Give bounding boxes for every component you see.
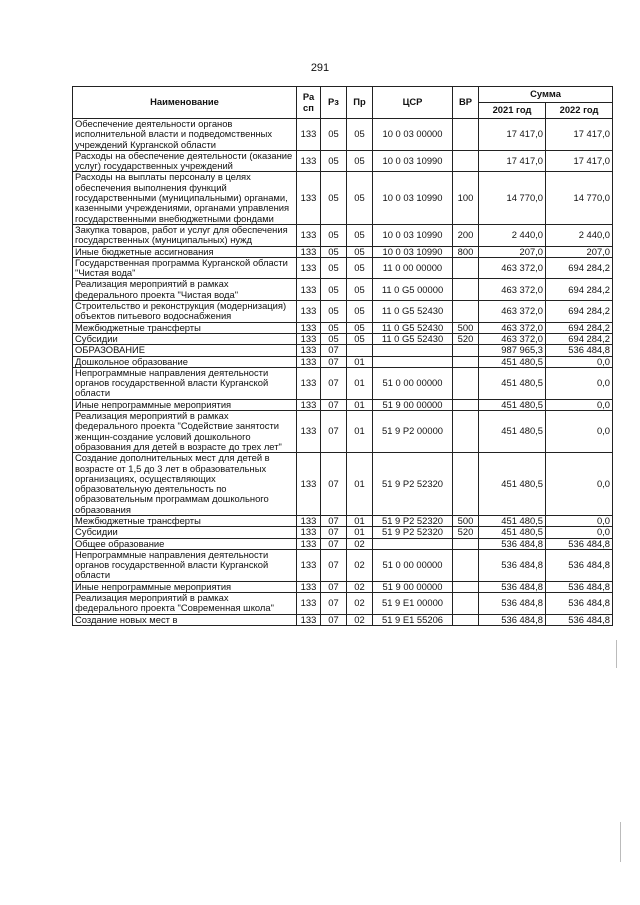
cell-rz: 05 (321, 246, 347, 257)
cell-rasp: 133 (297, 367, 321, 399)
cell-rz: 07 (321, 367, 347, 399)
cell-pr: 01 (347, 367, 373, 399)
cell-rasp: 133 (297, 322, 321, 333)
cell-sum-2021: 17 417,0 (479, 119, 546, 151)
cell-rz: 07 (321, 538, 347, 549)
cell-rz: 07 (321, 581, 347, 592)
scan-artifact (616, 640, 617, 668)
cell-rz: 05 (321, 224, 347, 246)
cell-name: Иные непрограммные мероприятия (73, 581, 297, 592)
cell-name: Иные непрограммные мероприятия (73, 399, 297, 410)
table-row (73, 356, 613, 367)
cell-vr (453, 581, 479, 592)
cell-pr: 05 (347, 150, 373, 172)
cell-rasp: 133 (297, 301, 321, 323)
header-year-2022: 2022 год (546, 103, 613, 119)
table-row (73, 581, 613, 592)
cell-pr: 05 (347, 322, 373, 333)
cell-name: Государственная программа Курганской области "Чистая вода" (73, 257, 297, 279)
cell-rasp: 133 (297, 257, 321, 279)
cell-vr (453, 411, 479, 453)
cell-sum-2021: 451 480,5 (479, 527, 546, 538)
cell-vr (453, 301, 479, 323)
cell-name: Расходы на обеспечение деятельности (оказание услуг) государственных учреждений (73, 150, 297, 172)
cell-pr: 05 (347, 172, 373, 224)
cell-pr: 01 (347, 515, 373, 526)
cell-vr (453, 399, 479, 410)
cell-name: Межбюджетные трансферты (73, 515, 297, 526)
cell-csr: 51 9 E1 00000 (373, 593, 453, 615)
table-row (73, 593, 613, 615)
cell-pr: 01 (347, 411, 373, 453)
cell-rz: 07 (321, 527, 347, 538)
cell-sum-2022: 694 284,2 (546, 301, 613, 323)
cell-vr: 800 (453, 246, 479, 257)
cell-name: Обеспечение деятельности органов исполнительной власти и подведомственных учреждений Курганской области (73, 119, 297, 151)
cell-rasp: 133 (297, 515, 321, 526)
cell-name: Субсидии (73, 527, 297, 538)
cell-rasp: 133 (297, 279, 321, 301)
page-number: 291 (310, 62, 330, 74)
cell-csr: 51 9 P2 00000 (373, 411, 453, 453)
cell-sum-2022: 0,0 (546, 453, 613, 516)
table-row (73, 515, 613, 526)
cell-csr: 51 9 E1 55206 (373, 614, 453, 625)
cell-sum-2022: 536 484,8 (546, 593, 613, 615)
cell-vr (453, 356, 479, 367)
cell-csr: 51 0 00 00000 (373, 367, 453, 399)
cell-csr (373, 345, 453, 356)
cell-rz: 07 (321, 345, 347, 356)
cell-rz: 07 (321, 453, 347, 516)
cell-vr (453, 614, 479, 625)
cell-sum-2021: 463 372,0 (479, 301, 546, 323)
cell-vr: 200 (453, 224, 479, 246)
cell-rasp: 133 (297, 172, 321, 224)
cell-vr (453, 257, 479, 279)
cell-pr: 02 (347, 593, 373, 615)
cell-rz: 05 (321, 150, 347, 172)
cell-name: Реализация мероприятий в рамках федерального проекта "Чистая вода" (73, 279, 297, 301)
cell-name: Реализация мероприятий в рамках федерального проекта "Современная школа" (73, 593, 297, 615)
cell-name: Расходы на выплаты персоналу в целях обеспечения выполнения функций государственными (муниципальными) органами, казенными учреждениями, органами управления государственными внебюджетными фондами (73, 172, 297, 224)
cell-csr (373, 538, 453, 549)
cell-pr: 02 (347, 549, 373, 581)
cell-sum-2021: 17 417,0 (479, 150, 546, 172)
cell-name: Создание дополнительных мест для детей в возрасте от 1,5 до 3 лет в образовательных организациях, осуществляющих образовательную деятельность по образовательным программам дошкольного образования (73, 453, 297, 516)
cell-name: Закупка товаров, работ и услуг для обеспечения государственных (муниципальных) нужд (73, 224, 297, 246)
header-rasp-line2: сп (303, 101, 314, 113)
cell-rasp: 133 (297, 119, 321, 151)
cell-rasp: 133 (297, 399, 321, 410)
cell-rasp: 133 (297, 614, 321, 625)
cell-pr: 05 (347, 279, 373, 301)
cell-csr: 10 0 03 10990 (373, 172, 453, 224)
cell-rasp: 133 (297, 581, 321, 592)
table-body (73, 119, 613, 626)
budget-table (72, 86, 613, 626)
cell-rasp: 133 (297, 333, 321, 344)
cell-rasp: 133 (297, 345, 321, 356)
cell-vr: 520 (453, 333, 479, 344)
table-row (73, 172, 613, 224)
cell-sum-2022: 0,0 (546, 515, 613, 526)
cell-sum-2022: 694 284,2 (546, 322, 613, 333)
cell-rasp: 133 (297, 150, 321, 172)
cell-sum-2021: 451 480,5 (479, 399, 546, 410)
table-row (73, 549, 613, 581)
cell-sum-2022: 0,0 (546, 367, 613, 399)
cell-name: Дошкольное образование (73, 356, 297, 367)
cell-name: Непрограммные направления деятельности органов государственной власти Курганской области (73, 367, 297, 399)
table-row (73, 301, 613, 323)
table-row (73, 333, 613, 344)
cell-sum-2021: 451 480,5 (479, 453, 546, 516)
cell-vr: 520 (453, 527, 479, 538)
cell-sum-2022: 536 484,8 (546, 614, 613, 625)
cell-rz: 05 (321, 322, 347, 333)
cell-rasp: 133 (297, 593, 321, 615)
header-vr: ВР (453, 87, 479, 119)
cell-pr: 05 (347, 257, 373, 279)
table-row (73, 322, 613, 333)
cell-name: Создание новых мест в (73, 614, 297, 625)
cell-csr: 11 0 G5 52430 (373, 333, 453, 344)
cell-vr (453, 538, 479, 549)
table-row (73, 538, 613, 549)
table-row (73, 411, 613, 453)
header-sum: Сумма (479, 87, 613, 103)
cell-csr: 10 0 03 10990 (373, 246, 453, 257)
cell-sum-2021: 536 484,8 (479, 581, 546, 592)
cell-rz: 07 (321, 593, 347, 615)
cell-pr (347, 345, 373, 356)
cell-rasp: 133 (297, 538, 321, 549)
cell-rz: 07 (321, 399, 347, 410)
cell-name: Реализация мероприятий в рамках федерального проекта "Содействие занятости женщин-создание условий дошкольного образования для детей в возрасте до трех лет" (73, 411, 297, 453)
cell-sum-2022: 694 284,2 (546, 257, 613, 279)
cell-rasp: 133 (297, 356, 321, 367)
cell-sum-2021: 463 372,0 (479, 279, 546, 301)
cell-sum-2021: 463 372,0 (479, 333, 546, 344)
header-rasp-line1: Ра (302, 91, 315, 103)
table-row (73, 119, 613, 151)
cell-csr: 11 0 G5 52430 (373, 301, 453, 323)
cell-pr: 05 (347, 246, 373, 257)
cell-pr: 05 (347, 224, 373, 246)
cell-vr (453, 453, 479, 516)
cell-csr: 11 0 G5 00000 (373, 279, 453, 301)
cell-csr: 11 0 G5 52430 (373, 322, 453, 333)
cell-csr: 51 9 00 00000 (373, 399, 453, 410)
cell-sum-2021: 451 480,5 (479, 411, 546, 453)
cell-pr: 02 (347, 538, 373, 549)
cell-pr: 01 (347, 527, 373, 538)
cell-sum-2021: 463 372,0 (479, 322, 546, 333)
scan-artifact (620, 822, 621, 862)
cell-sum-2021: 987 965,3 (479, 345, 546, 356)
cell-rz: 05 (321, 172, 347, 224)
table-row (73, 527, 613, 538)
cell-csr: 51 9 00 00000 (373, 581, 453, 592)
table-row (73, 614, 613, 625)
cell-vr (453, 279, 479, 301)
cell-sum-2022: 0,0 (546, 527, 613, 538)
cell-rz: 07 (321, 411, 347, 453)
cell-rz: 05 (321, 257, 347, 279)
table-row (73, 367, 613, 399)
cell-pr: 01 (347, 453, 373, 516)
header-rasp (297, 87, 321, 119)
cell-sum-2022: 536 484,8 (546, 549, 613, 581)
cell-sum-2022: 694 284,2 (546, 333, 613, 344)
cell-rasp: 133 (297, 549, 321, 581)
cell-pr: 05 (347, 301, 373, 323)
cell-vr (453, 549, 479, 581)
cell-csr (373, 356, 453, 367)
table-row (73, 399, 613, 410)
header-csr: ЦСР (373, 87, 453, 119)
cell-sum-2022: 14 770,0 (546, 172, 613, 224)
cell-vr (453, 593, 479, 615)
cell-rz: 07 (321, 549, 347, 581)
cell-sum-2022: 17 417,0 (546, 119, 613, 151)
cell-rz: 05 (321, 333, 347, 344)
cell-csr: 51 9 P2 52320 (373, 527, 453, 538)
cell-sum-2022: 0,0 (546, 399, 613, 410)
cell-rz: 07 (321, 515, 347, 526)
cell-name: Непрограммные направления деятельности органов государственной власти Курганской области (73, 549, 297, 581)
cell-name: Общее образование (73, 538, 297, 549)
cell-pr: 05 (347, 333, 373, 344)
cell-rz: 07 (321, 356, 347, 367)
cell-sum-2022: 0,0 (546, 411, 613, 453)
cell-name: ОБРАЗОВАНИЕ (73, 345, 297, 356)
cell-rz: 05 (321, 279, 347, 301)
cell-rz: 05 (321, 301, 347, 323)
cell-sum-2022: 536 484,8 (546, 581, 613, 592)
cell-pr: 02 (347, 581, 373, 592)
cell-sum-2022: 536 484,8 (546, 538, 613, 549)
header-rz: Рз (321, 87, 347, 119)
cell-name: Иные бюджетные ассигнования (73, 246, 297, 257)
header-name: Наименование (73, 87, 297, 119)
cell-rasp: 133 (297, 224, 321, 246)
table-row (73, 453, 613, 516)
cell-rasp: 133 (297, 411, 321, 453)
table-row (73, 246, 613, 257)
cell-sum-2021: 536 484,8 (479, 538, 546, 549)
cell-sum-2021: 536 484,8 (479, 549, 546, 581)
cell-sum-2021: 14 770,0 (479, 172, 546, 224)
cell-rasp: 133 (297, 453, 321, 516)
cell-vr: 100 (453, 172, 479, 224)
cell-csr: 51 0 00 00000 (373, 549, 453, 581)
cell-csr: 10 0 03 00000 (373, 119, 453, 151)
table-row (73, 257, 613, 279)
cell-rasp: 133 (297, 527, 321, 538)
cell-sum-2022: 207,0 (546, 246, 613, 257)
cell-vr (453, 345, 479, 356)
cell-rasp: 133 (297, 246, 321, 257)
cell-sum-2021: 536 484,8 (479, 593, 546, 615)
table-row (73, 345, 613, 356)
cell-rz: 05 (321, 119, 347, 151)
cell-sum-2022: 2 440,0 (546, 224, 613, 246)
cell-name: Строительство и реконструкция (модернизация) объектов питьевого водоснабжения (73, 301, 297, 323)
cell-csr: 10 0 03 10990 (373, 150, 453, 172)
table-row (73, 279, 613, 301)
cell-csr: 51 9 P2 52320 (373, 515, 453, 526)
header-pr: Пр (347, 87, 373, 119)
cell-rz: 07 (321, 614, 347, 625)
cell-pr: 01 (347, 399, 373, 410)
cell-sum-2022: 536 484,8 (546, 345, 613, 356)
cell-sum-2021: 207,0 (479, 246, 546, 257)
cell-pr: 05 (347, 119, 373, 151)
table-row (73, 150, 613, 172)
cell-sum-2022: 17 417,0 (546, 150, 613, 172)
table-row (73, 224, 613, 246)
cell-csr: 10 0 03 10990 (373, 224, 453, 246)
cell-sum-2022: 694 284,2 (546, 279, 613, 301)
cell-pr: 01 (347, 356, 373, 367)
cell-sum-2021: 451 480,5 (479, 356, 546, 367)
header-year-2021: 2021 год (479, 103, 546, 119)
cell-sum-2021: 2 440,0 (479, 224, 546, 246)
cell-csr: 11 0 00 00000 (373, 257, 453, 279)
cell-sum-2021: 463 372,0 (479, 257, 546, 279)
cell-vr (453, 367, 479, 399)
cell-pr: 02 (347, 614, 373, 625)
cell-vr: 500 (453, 515, 479, 526)
cell-name: Субсидии (73, 333, 297, 344)
cell-vr (453, 119, 479, 151)
cell-name: Межбюджетные трансферты (73, 322, 297, 333)
cell-sum-2021: 451 480,5 (479, 515, 546, 526)
cell-sum-2021: 451 480,5 (479, 367, 546, 399)
cell-vr (453, 150, 479, 172)
cell-sum-2021: 536 484,8 (479, 614, 546, 625)
cell-vr: 500 (453, 322, 479, 333)
cell-csr: 51 9 P2 52320 (373, 453, 453, 516)
cell-sum-2022: 0,0 (546, 356, 613, 367)
